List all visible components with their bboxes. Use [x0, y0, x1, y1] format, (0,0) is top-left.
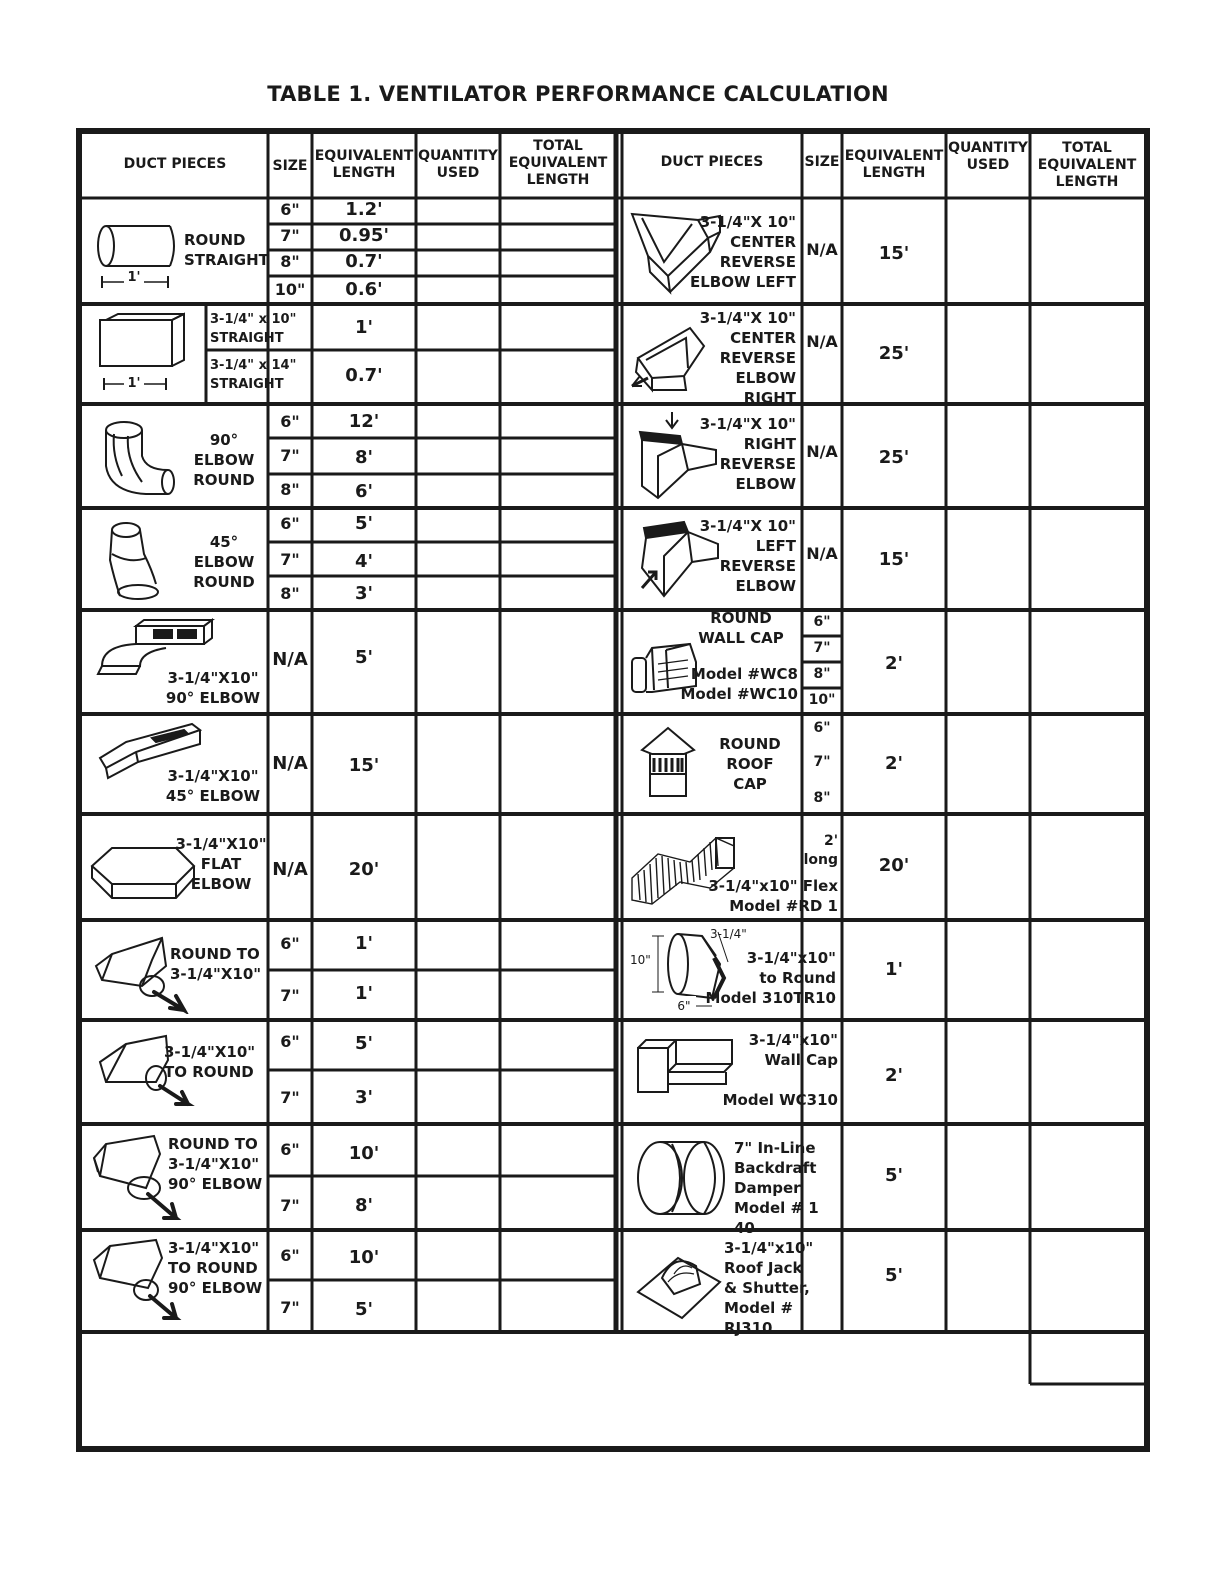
header-equivalent-length-right: EQUIVALENT LENGTH [844, 148, 944, 181]
table-title: TABLE 1. VENTILATOR PERFORMANCE CALCULATION [267, 82, 889, 106]
transition-dim-c: 6" [672, 996, 696, 1016]
size-cell: 7" [280, 550, 300, 569]
size-cell: N/A [272, 859, 308, 880]
length-cell: 10' [348, 1143, 380, 1164]
transition-dim-b: 10" [630, 953, 651, 967]
size-cell: N/A [806, 332, 838, 351]
length-cell: 5' [354, 1033, 374, 1054]
length-cell: 1.2' [345, 199, 383, 220]
round-to-rect-label: ROUND TO 3-1/4"X10" [170, 945, 262, 983]
length-cell: 0.7' [345, 251, 383, 272]
length-cell: 2' [884, 1065, 904, 1086]
header-quantity-used: QUANTITY USED [418, 148, 498, 181]
size-cell: 6" [813, 720, 831, 736]
size-cell: N/A [806, 544, 838, 563]
left-reverse-elbow-label: 3-1/4"X 10" LEFT REVERSE ELBOW [699, 517, 796, 595]
size-cell: 7" [813, 640, 831, 656]
rect-straight-dim: 1' [124, 374, 144, 394]
size-cell: 8" [280, 252, 300, 271]
length-cell: 1' [884, 959, 904, 980]
flex-label: 3-1/4"x10" Flex Model #RD 1 [708, 877, 838, 915]
size-cell: 8" [280, 584, 300, 603]
size-cell: N/A [806, 240, 838, 259]
length-cell: 2' [884, 653, 904, 674]
length-cell: 1' [354, 317, 374, 338]
header-duct-pieces-right: DUCT PIECES [660, 154, 764, 170]
grand-total-cell[interactable] [1032, 1334, 1142, 1382]
length-cell: 20' [348, 859, 380, 880]
size-cell: 6" [280, 934, 300, 953]
right-reverse-elbow-label: 3-1/4"X 10" RIGHT REVERSE ELBOW [699, 415, 796, 493]
flat-elbow-label: 3-1/4"X10" FLAT ELBOW [175, 835, 267, 893]
size-cell: 6" [280, 514, 300, 533]
size-cell: N/A [272, 649, 308, 670]
size-cell: 6" [280, 1140, 300, 1159]
header-total-equivalent-length-right: TOTAL EQUIVALENT LENGTH [1037, 140, 1137, 190]
size-cell: 7" [280, 986, 300, 1005]
size-cell: 8" [280, 480, 300, 499]
length-cell: 5' [354, 513, 374, 534]
roof-jack-label: 3-1/4"x10" Roof Jack & Shutter, Model # RJ310 [724, 1239, 814, 1337]
flex-size: 2' long [803, 833, 838, 868]
length-cell: 25' [878, 447, 910, 468]
length-cell: 6' [354, 481, 374, 502]
size-cell: 7" [280, 226, 300, 245]
header-equivalent-length: EQUIVALENT LENGTH [314, 148, 414, 181]
center-reverse-elbow-right-label: 3-1/4"X 10" CENTER REVERSE ELBOW RIGHT [699, 309, 796, 407]
size-cell: 6" [280, 200, 300, 219]
header-total-equivalent-length: TOTAL EQUIVALENT LENGTH [508, 138, 608, 188]
length-cell: 15' [878, 549, 910, 570]
header-quantity-used-right: QUANTITY USED [948, 140, 1028, 173]
length-cell: 5' [354, 647, 374, 668]
transition-label: 3-1/4"x10" to Round Model 310TR10 [705, 949, 836, 1007]
rect-wall-cap-model: Model WC310 [722, 1091, 838, 1109]
round-wall-cap-models: Model #WC8 Model #WC10 [680, 665, 798, 703]
length-cell: 12' [348, 411, 380, 432]
length-cell: 10' [348, 1247, 380, 1268]
length-cell: 25' [878, 343, 910, 364]
size-cell: 7" [280, 1088, 300, 1107]
size-cell: 6" [280, 1246, 300, 1265]
ventilator-table [76, 128, 1150, 1452]
length-cell: 3' [354, 583, 374, 604]
elbow-45-round-icon [106, 520, 166, 600]
rect-straight-duct-icon [96, 312, 192, 398]
length-cell: 0.95' [339, 225, 389, 246]
elbow-45-round-label: 45° ELBOW ROUND [193, 533, 255, 591]
length-cell: 15' [878, 243, 910, 264]
size-cell: N/A [806, 442, 838, 461]
backdraft-damper-icon [632, 1134, 732, 1224]
length-cell: 8' [354, 447, 374, 468]
header-size-right: SIZE [804, 154, 840, 170]
rect-straight-label-2: 3-1/4" x 14" STRAIGHT [210, 358, 297, 392]
size-cell: 7" [280, 446, 300, 465]
center-reverse-elbow-left-label: 3-1/4"X 10" CENTER REVERSE ELBOW LEFT [689, 213, 796, 291]
length-cell: 2' [884, 753, 904, 774]
rect-90-elbow-label: 3-1/4"X10" 90° ELBOW [165, 669, 261, 707]
length-cell: 1' [354, 983, 374, 1004]
size-cell: 8" [813, 790, 831, 806]
length-cell: 4' [354, 551, 374, 572]
length-cell: 1' [354, 933, 374, 954]
roof-jack-icon [634, 1244, 724, 1324]
length-cell: 0.6' [345, 279, 383, 300]
round-wall-cap-label: ROUND WALL CAP [698, 609, 784, 647]
length-cell: 15' [348, 755, 380, 776]
length-cell: 5' [884, 1265, 904, 1286]
round-roof-cap-label: ROUND ROOF CAP [719, 735, 781, 793]
size-cell: 6" [813, 614, 831, 630]
size-cell: 8" [813, 666, 831, 682]
round-straight-dim: 1' [124, 268, 144, 288]
length-cell: 3' [354, 1087, 374, 1108]
size-cell: N/A [272, 753, 308, 774]
round-roof-cap-icon [640, 724, 696, 800]
size-cell: 6" [280, 412, 300, 431]
rect-45-elbow-label: 3-1/4"X10" 45° ELBOW [165, 767, 261, 805]
size-cell: 7" [813, 754, 831, 770]
size-cell: 7" [280, 1196, 300, 1215]
length-cell: 5' [884, 1165, 904, 1186]
transition-dim-a: 3-1/4" [710, 927, 747, 941]
length-cell: 20' [878, 855, 910, 876]
rect-wall-cap-label: 3-1/4"x10" Wall Cap [748, 1031, 838, 1069]
elbow-90-round-label: 90° ELBOW ROUND [193, 431, 255, 489]
header-duct-pieces: DUCT PIECES [123, 156, 227, 172]
size-cell: 6" [280, 1032, 300, 1051]
backdraft-damper-label: 7" In-Line Backdraft Damper Model # 1 40 [734, 1139, 819, 1237]
size-cell: 10" [808, 692, 836, 708]
round-to-rect-90-label: ROUND TO 3-1/4"X10" 90° ELBOW [168, 1135, 263, 1193]
length-cell: 5' [354, 1299, 374, 1320]
length-cell: 8' [354, 1195, 374, 1216]
rect-to-round-label: 3-1/4"X10" TO ROUND [164, 1043, 256, 1081]
round-straight-label: ROUND STRAIGHT [184, 231, 269, 269]
length-cell: 0.7' [345, 365, 383, 386]
elbow-90-round-icon [102, 416, 178, 500]
size-cell: 7" [280, 1298, 300, 1317]
rect-to-round-90-label: 3-1/4"X10" TO ROUND 90° ELBOW [168, 1239, 263, 1297]
size-cell: 10" [274, 280, 306, 299]
rect-straight-label-1: 3-1/4" x 10" STRAIGHT [210, 312, 297, 346]
header-size: SIZE [272, 158, 308, 174]
